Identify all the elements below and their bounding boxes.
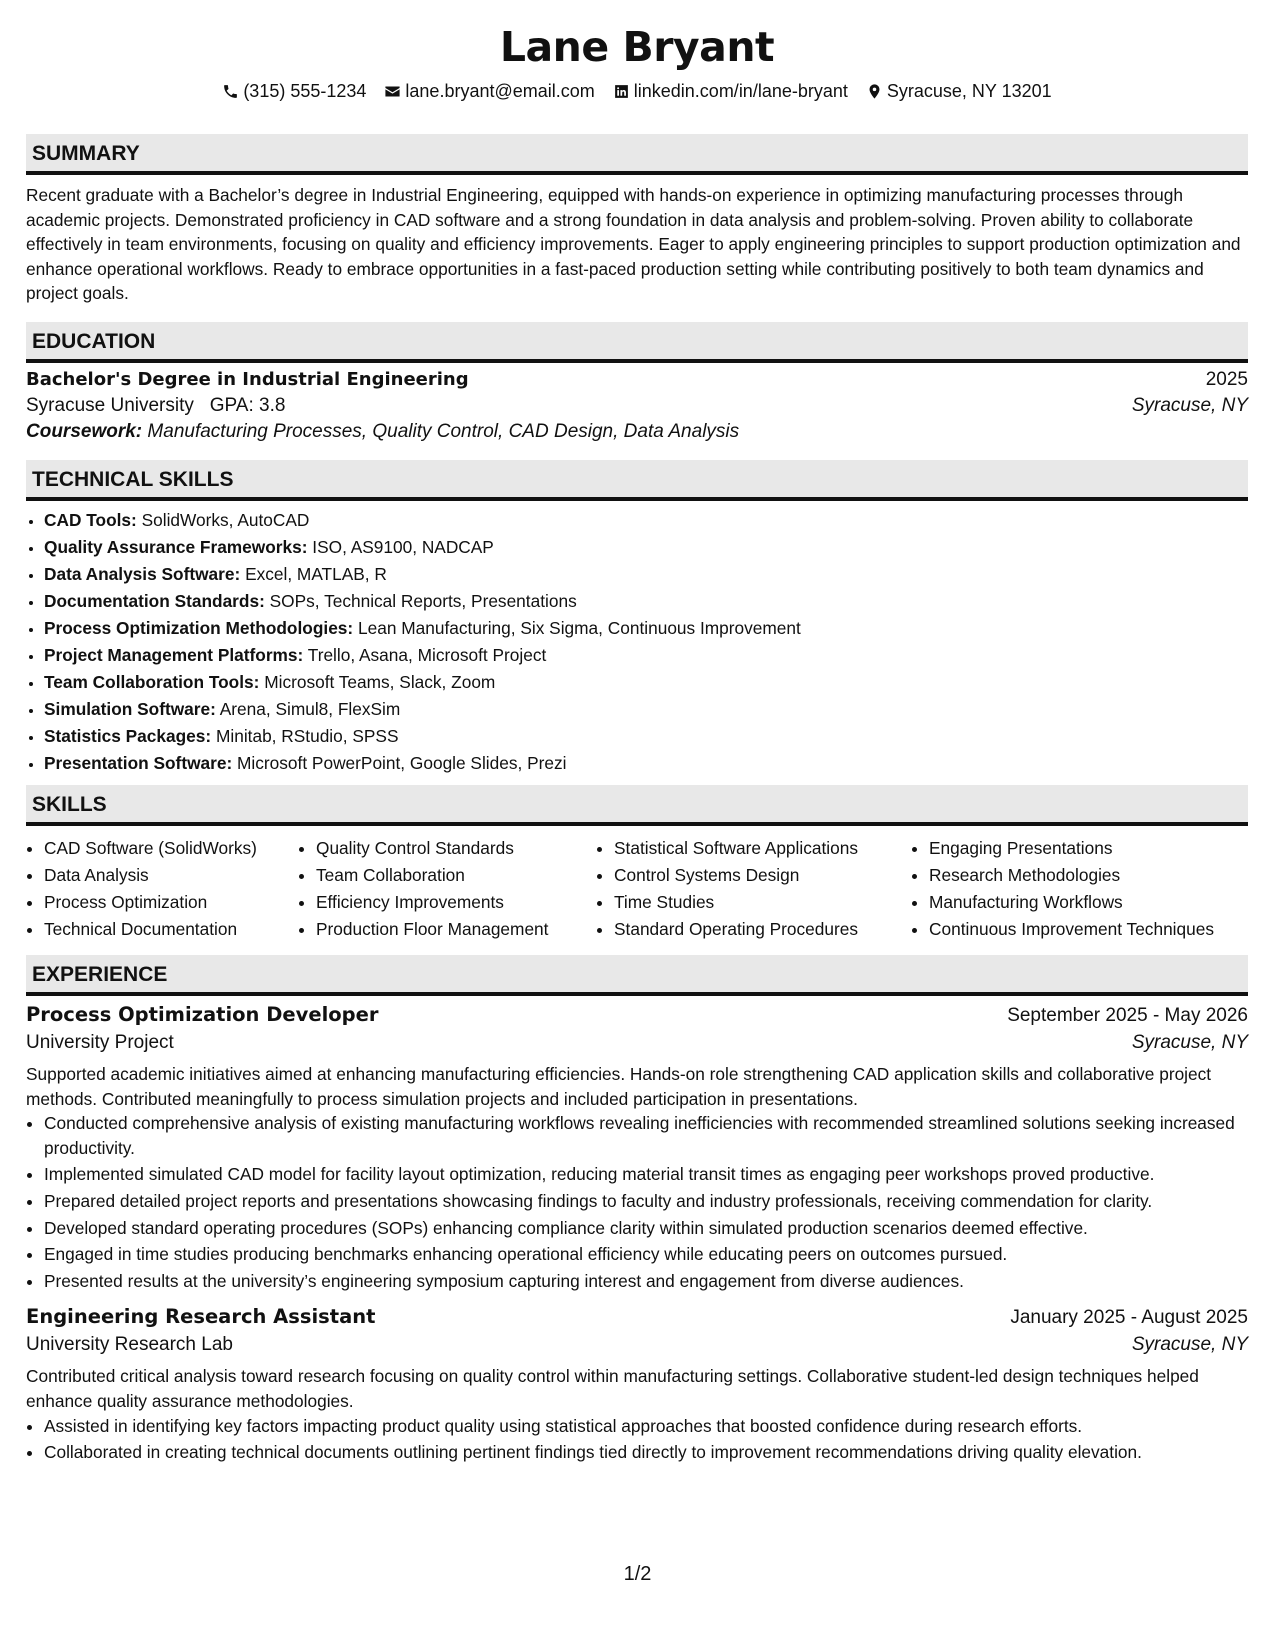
phone-icon <box>222 83 239 100</box>
skill-values: Minitab, RStudio, SPSS <box>215 725 399 746</box>
job-bullets <box>26 1111 1248 1293</box>
skill-values: Lean Manufacturing, Six Sigma, Continuous Improvement <box>358 617 801 638</box>
list-item <box>44 723 1248 750</box>
page-number: 1/2 <box>623 1563 652 1585</box>
list-item <box>44 534 1248 561</box>
list-item <box>44 669 1248 696</box>
list-item <box>44 561 1248 588</box>
skills-grid <box>26 835 1248 943</box>
coursework-list: Manufacturing Processes, Quality Control, CAD Design, Data Analysis <box>147 420 740 442</box>
skill-category: Simulation Software: <box>44 698 216 719</box>
contact-bar <box>26 78 1248 104</box>
job-org-row <box>26 1032 1248 1054</box>
coursework-label: Coursework: <box>26 420 143 442</box>
list-item: • Efficiency Improvements <box>316 889 596 916</box>
education-heading: EDUCATION <box>26 322 1248 363</box>
job-description: Supported academic initiatives aimed at enhancing manufacturing efficiencies. Hands-on role strengthening CAD application skills and collaborative project methods. Contributed meaningfully to process simulation projects and included participation in presentations. <box>26 1063 1212 1109</box>
skill-category: Documentation Standards: <box>44 590 265 611</box>
linkedin-text[interactable]: linkedin.com/in/lane-bryant <box>633 81 848 101</box>
job-location: Syracuse, NY <box>1131 1031 1248 1053</box>
list-item: • CAD Software (SolidWorks) <box>44 835 298 862</box>
list-item: • Statistical Software Applications <box>614 835 911 862</box>
experience-entry <box>26 1305 1248 1464</box>
summary-text: Recent graduate with a Bachelor’s degree in Industrial Engineering, equipped with hands-on experience in optimizing manufacturing processes through academic projects. Demonstrated proficiency in CAD software and a strong foundation in data analysis and problem-solving. Proven ability to collaborate effectively in team environments, focusing on quality and efficiency improvements. Eager to apply engineering principles to support production optimization and enhance operational workflows. Ready to embrace opportunities in a fast-paced production setting while contributing positively to both team dynamics and project goals. <box>26 185 1241 304</box>
coursework-row <box>26 421 1248 443</box>
technical-skills-list <box>26 507 1248 777</box>
list-item <box>44 615 1248 642</box>
job-dates: September 2025 - May 2026 <box>1007 1004 1248 1026</box>
contact-linkedin[interactable] <box>613 78 848 104</box>
resume-page <box>26 0 1248 1467</box>
location-text: Syracuse, NY 13201 <box>886 81 1052 101</box>
contact-phone <box>222 78 366 104</box>
list-item <box>44 642 1248 669</box>
list-item: • Assisted in identifying key factors impacting product quality using statistical approaches that boosted confidence during research efforts. <box>44 1414 1248 1439</box>
list-item: • Manufacturing Workflows <box>929 889 1248 916</box>
map-pin-icon <box>866 83 883 100</box>
job-title-row <box>26 1305 1248 1329</box>
graduation-year: 2025 <box>1205 368 1248 390</box>
job-title: Engineering Research Assistant <box>26 1305 376 1329</box>
skill-values: ISO, AS9100, NADCAP <box>312 536 494 557</box>
summary-heading: SUMMARY <box>26 134 1248 175</box>
experience-heading: EXPERIENCE <box>26 955 1248 996</box>
job-organization: University Project <box>26 1031 174 1053</box>
skills-column <box>298 835 596 943</box>
list-item: • Prepared detailed project reports and presentations showcasing findings to faculty and industry professionals, receiving commendation for clarity. <box>44 1189 1248 1214</box>
skills-heading: SKILLS <box>26 785 1248 826</box>
list-item: • Technical Documentation <box>44 916 298 943</box>
list-item <box>44 750 1248 777</box>
envelope-icon <box>384 83 401 100</box>
list-item: • Collaborated in creating technical documents outlining pertinent findings tied directly to improvement recommendations driving quality elevation. <box>44 1440 1248 1465</box>
candidate-name: Lane Bryant <box>499 23 775 71</box>
contact-location <box>866 78 1052 104</box>
list-item: • Developed standard operating procedures (SOPs) enhancing compliance clarity within simulated production scenarios deemed effective. <box>44 1216 1248 1241</box>
skill-values: Arena, Simul8, FlexSim <box>219 698 401 719</box>
linkedin-icon <box>613 83 630 100</box>
list-item: • Implemented simulated CAD model for facility layout optimization, reducing material transit times as engaging peer workshops proved productive. <box>44 1162 1248 1187</box>
list-item: • Engaged in time studies producing benchmarks enhancing operational efficiency while educating peers on outcomes pursued. <box>44 1242 1248 1267</box>
list-item: • Engaging Presentations <box>929 835 1248 862</box>
school-location: Syracuse, NY <box>1131 394 1248 416</box>
job-organization: University Research Lab <box>26 1334 233 1356</box>
skill-values: Microsoft Teams, Slack, Zoom <box>264 671 496 692</box>
technical-skills-heading: TECHNICAL SKILLS <box>26 460 1248 501</box>
skill-category: Project Management Platforms: <box>44 644 304 665</box>
job-title-row <box>26 1003 1248 1027</box>
experience-entry <box>26 1003 1248 1293</box>
list-item: • Data Analysis <box>44 862 298 889</box>
job-location: Syracuse, NY <box>1131 1334 1248 1356</box>
gpa: GPA: 3.8 <box>209 394 286 416</box>
list-item: • Time Studies <box>614 889 911 916</box>
skills-column <box>26 835 298 943</box>
list-item: • Production Floor Management <box>316 916 596 943</box>
job-title: Process Optimization Developer <box>26 1002 379 1026</box>
skill-category: Data Analysis Software: <box>44 563 241 584</box>
list-item: • Research Methodologies <box>929 862 1248 889</box>
education-degree-row <box>26 369 1248 391</box>
skill-category: Statistics Packages: <box>44 725 212 746</box>
skill-values: SolidWorks, AutoCAD <box>141 509 310 530</box>
list-item: • Presented results at the university’s engineering symposium capturing interest and engagement from diverse audiences. <box>44 1269 1248 1294</box>
job-org-row <box>26 1334 1248 1356</box>
skill-category: CAD Tools: <box>44 509 137 530</box>
skill-values: Microsoft PowerPoint, Google Slides, Prezi <box>237 752 567 773</box>
list-item <box>44 507 1248 534</box>
phone-text: (315) 555-1234 <box>243 81 367 101</box>
job-description: Contributed critical analysis toward research focusing on quality control within manufacturing settings. Collaborative student-led design techniques helped enhance quality assurance methodologies. <box>26 1366 1199 1411</box>
list-item: • Team Collaboration <box>316 862 596 889</box>
skill-category: Presentation Software: <box>44 752 233 773</box>
skill-values: Excel, MATLAB, R <box>245 563 387 584</box>
job-bullets <box>26 1414 1248 1465</box>
skill-category: Quality Assurance Frameworks: <box>44 536 308 557</box>
list-item: • Quality Control Standards <box>316 835 596 862</box>
contact-email[interactable] <box>384 78 594 104</box>
job-dates: January 2025 - August 2025 <box>1010 1307 1248 1329</box>
skill-values: Trello, Asana, Microsoft Project <box>307 644 547 665</box>
skills-column <box>911 835 1248 943</box>
school-info <box>26 395 285 417</box>
school-name: Syracuse University <box>26 394 194 416</box>
skill-category: Process Optimization Methodologies: <box>44 617 354 638</box>
list-item: • Standard Operating Procedures <box>614 916 911 943</box>
skill-category: Team Collaboration Tools: <box>44 671 260 692</box>
list-item <box>44 588 1248 615</box>
education-school-row <box>26 395 1248 417</box>
list-item: • Control Systems Design <box>614 862 911 889</box>
list-item: • Conducted comprehensive analysis of existing manufacturing workflows revealing inefficiencies with recommended streamlined solutions seeking increased productivity. <box>44 1111 1248 1160</box>
list-item <box>44 696 1248 723</box>
skills-column <box>596 835 911 943</box>
skill-values: SOPs, Technical Reports, Presentations <box>269 590 577 611</box>
list-item: • Continuous Improvement Techniques <box>929 916 1248 943</box>
email-text[interactable]: lane.bryant@email.com <box>405 81 595 101</box>
list-item: • Process Optimization <box>44 889 298 916</box>
degree-name: Bachelor's Degree in Industrial Engineering <box>26 368 469 390</box>
